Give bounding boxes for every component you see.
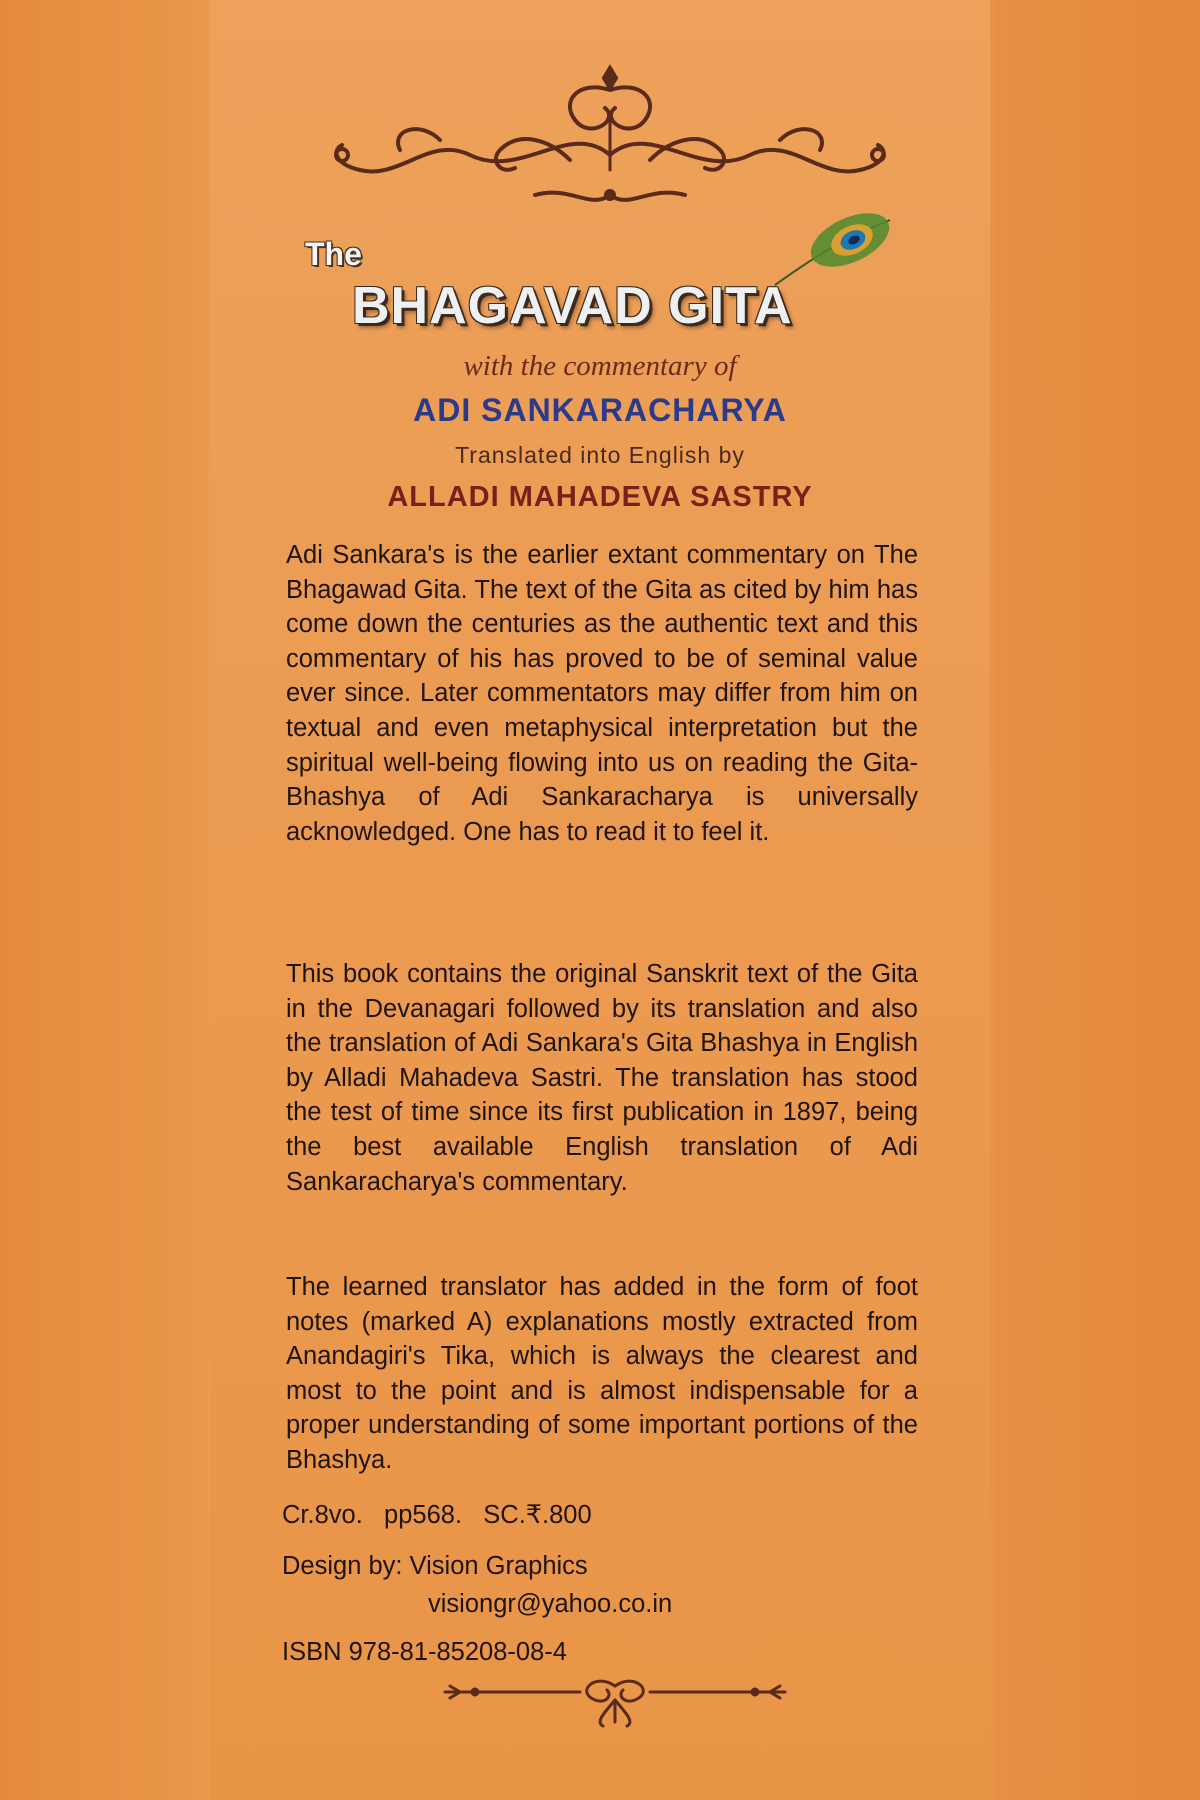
- author-name: ADI SANKARACHARYA: [413, 392, 787, 428]
- translated-by-label: Translated into English by: [455, 442, 745, 468]
- design-email: visiongr@yahoo.co.in: [428, 1590, 673, 1618]
- description-paragraph: This book contains the original Sanskrit text of the Gita in the Devanagari followed by its translation and also the translation of Adi Sankara's Gita Bhashya in English by Alladi Mahadeva Sastri. The translation has stood the test of time since its first publication in 1897, being the best available English translation of Adi Sankaracharya's commentary.: [286, 960, 918, 1196]
- book-specs: Cr.8vo. pp568. SC.₹.800: [282, 1501, 592, 1529]
- design-credit: Design by: Vision Graphics: [282, 1552, 588, 1580]
- description-paragraph: The learned translator has added in the form of foot notes (marked A) explanations mostly extracted from Anandagiri's Tika, which is always the clearest and most to the point and is almost indispensable for a proper understanding of some important portions of the Bhashya.: [286, 1273, 918, 1474]
- translator-name: ALLADI MAHADEVA SASTRY: [387, 481, 813, 513]
- divider-flourish-ornament-icon: [435, 1672, 795, 1728]
- peacock-feather-icon: [770, 210, 900, 290]
- scroll-flourish-ornament-icon: [320, 60, 900, 220]
- subtitle: with the commentary of: [463, 350, 737, 382]
- book-title: BHAGAVAD GITA: [352, 277, 793, 335]
- isbn: ISBN 978-81-85208-08-4: [282, 1638, 567, 1666]
- title-prefix: The: [305, 236, 362, 272]
- description-paragraph: Adi Sankara's is the earlier extant commentary on The Bhagawad Gita. The text of the Gita as cited by him has come down the centuries as the authentic text and this commentary of his has proved to be of seminal value ever since. Later commentators may differ from him on textual and even metaphysical interpretation but the spiritual well-being flowing into us on reading the Gita-Bhashya of Adi Sankaracharya is universally acknowledged. One has to read it to feel it.: [286, 541, 918, 846]
